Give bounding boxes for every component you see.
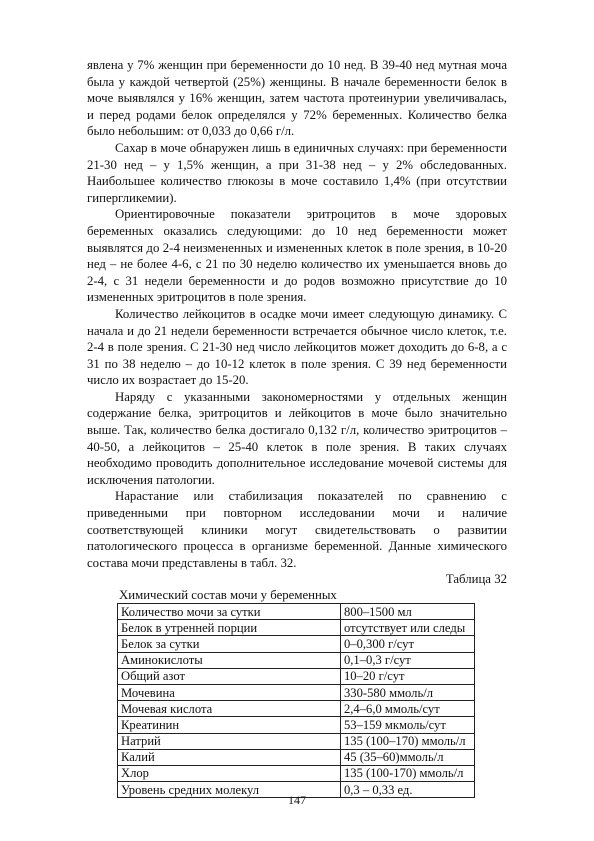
table-cell-value: отсутствует или следы — [340, 620, 474, 636]
table-number: Таблица 32 — [445, 572, 507, 587]
table-cell-value: 135 (100-170) ммоль/л — [340, 765, 474, 781]
page-content — [87, 57, 507, 798]
table-cell-parameter: Количество мочи за сутки — [118, 604, 341, 620]
table-cell-parameter: Белок в утренней порции — [118, 620, 341, 636]
table-row — [118, 717, 475, 733]
table-row — [118, 684, 475, 700]
table-row — [118, 636, 475, 652]
paragraph-erythrocytes: Ориентировочные показатели эритроцитов в моче здоровых беременных оказались следующими: до 10 нед беременности может выявлятся до 2-4 неизмененных и измененных клеток в поле зрения, в 10-20 нед – не более 4-6, с 21 по 30 неделю количество их уменьшается вновь до 2-4, с 31 недели беременности и до родов возможно присутствие до 10 измененных эритроцитов в поле зрения. — [87, 207, 507, 305]
table-row — [118, 749, 475, 765]
table-cell-value: 2,4–6,0 ммоль/сут — [340, 701, 474, 717]
table-row — [118, 701, 475, 717]
paragraph-deviations: Наряду с указанными закономерностями у отдельных женщин содержание белка, эритроцитов и лейкоцитов в моче было значительно выше. Так, количество белка достигало 0,132 г/л, количество эритроцитов – 40-50, а лейкоцитов – 25-40 клеток в поле зрения. В таких случаях необходимо проводить дополнительное исследование мочевой системы для исключения патологии. — [87, 389, 507, 487]
table-caption: Химический состав мочи у беременных — [119, 588, 337, 602]
table-cell-parameter: Аминокислоты — [118, 652, 341, 668]
table-cell-value: 135 (100–170) ммоль/л — [340, 733, 474, 749]
table-cell-value: 0,1–0,3 г/сут — [340, 652, 474, 668]
table-cell-value: 330-580 ммоль/л — [340, 684, 474, 700]
table-row — [118, 604, 475, 620]
table-cell-value: 800–1500 мл — [340, 604, 474, 620]
table-row — [118, 620, 475, 636]
paragraph-urine-sugar: Сахар в моче обнаружен лишь в единичных случаях: при беременности 21-30 нед – у 1,5% женщин, а при 31-38 нед – у 2% обследованных. Наибольшее количество глюкозы в моче составило 1,4% (при отсутствии гипергликемии). — [87, 140, 507, 205]
table-cell-value: 45 (35–60)ммоль/л — [340, 749, 474, 765]
table-cell-parameter: Уровень средних молекул — [118, 782, 341, 798]
table-cell-value: 10–20 г/сут — [340, 668, 474, 684]
table-cell-parameter: Белок за сутки — [118, 636, 341, 652]
table-row — [118, 733, 475, 749]
table-cell-parameter: Калий — [118, 749, 341, 765]
urine-composition-table — [117, 603, 475, 798]
table-cell-parameter: Натрий — [118, 733, 341, 749]
table-cell-value: 0–0,300 г/сут — [340, 636, 474, 652]
paragraph-urine-protein: явлена у 7% женщин при беременности до 10 нед. В 39-40 нед мутная моча была у каждой четвертой (25%) женщины. В начале беременности белок в моче выявлялся у 16% женщин, затем частота протеинурии увеличивалась, и перед родами белок определялся у 72% беременных. Количество белка было небольшим: от 0,033 до 0,66 г/л. — [87, 58, 507, 139]
table-cell-value: 53–159 мкмоль/сут — [340, 717, 474, 733]
paragraph-leukocytes: Количество лейкоцитов в осадке мочи имеет следующую динамику. С начала и до 21 недели беременности встречается обычное число клеток, т.е. 2-4 в поле зрения. С 21-30 нед число лейкоцитов может доходить до 6-8, а с 31 по 38 неделю – до 10-12 клеток в поле зрения. С 39 нед беременности число их возрастает до 15-20. — [87, 306, 507, 388]
table-row — [118, 652, 475, 668]
table-cell-parameter: Хлор — [118, 765, 341, 781]
table-cell-parameter: Мочевая кислота — [118, 701, 341, 717]
paragraph-monitoring: Нарастание или стабилизация показателей по сравнению с приведенными при повторном исследовании мочи и наличие соответствующей клиники могут свидетельствовать о развитии патологического процесса в организме беременной. Данные химического состава мочи представлены в табл. 32. — [87, 489, 507, 570]
table-cell-parameter: Креатинин — [118, 717, 341, 733]
table-row — [118, 765, 475, 781]
table-cell-parameter: Мочевина — [118, 684, 341, 700]
table-cell-value: 0,3 – 0,33 ед. — [340, 782, 474, 798]
table-row — [118, 668, 475, 684]
table-cell-parameter: Общий азот — [118, 668, 341, 684]
page-number: 147 — [288, 793, 306, 807]
